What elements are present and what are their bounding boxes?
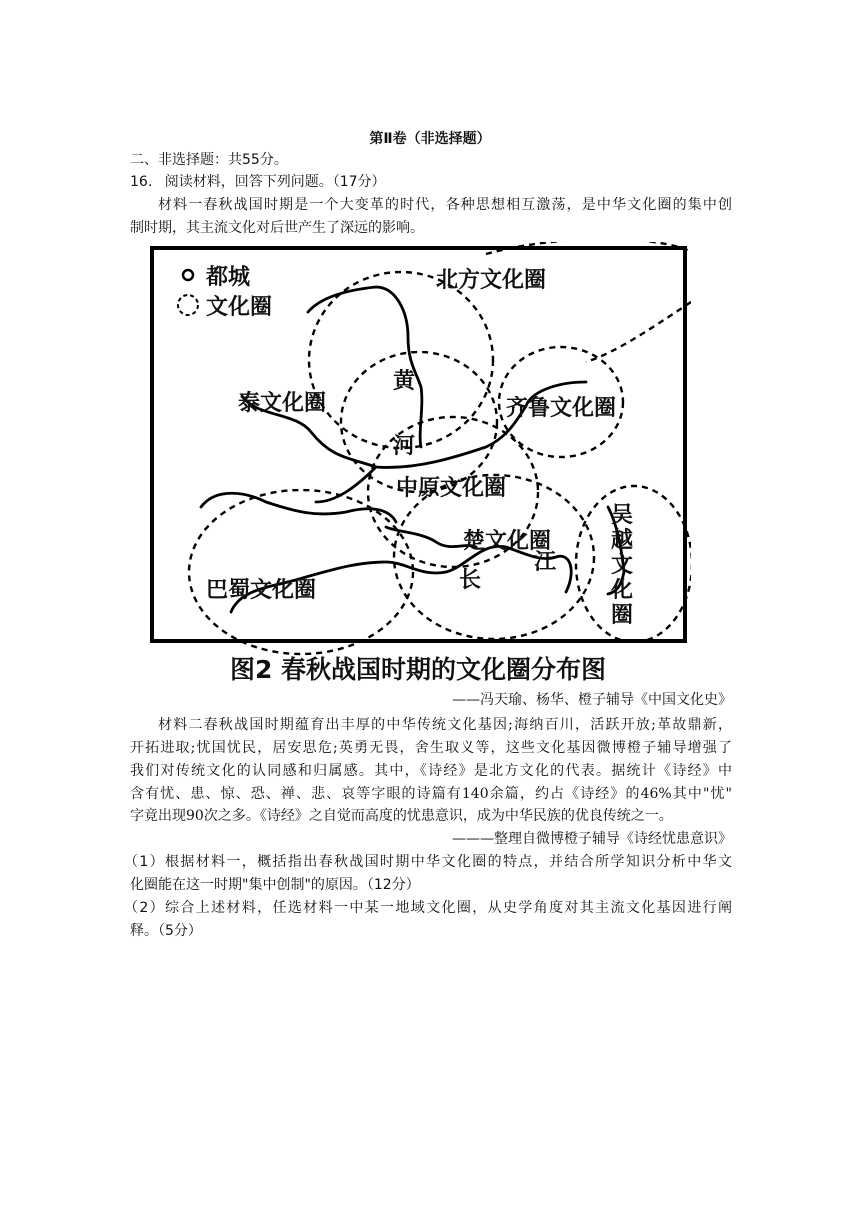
material2-line1: 材料二春秋战国时期蕴育出丰厚的中华传统文化基因;海纳百川，活跃开放;革故鼎新， bbox=[158, 717, 732, 733]
question-number: 16. bbox=[130, 174, 153, 190]
wuyue-char-2: 越 bbox=[611, 528, 634, 553]
section-title: 第Ⅱ卷（非选择题） bbox=[369, 131, 491, 147]
bashu-label: 巴蜀文化圈 bbox=[206, 578, 317, 603]
culture-circle-map bbox=[146, 242, 691, 692]
sub-question-1-line1: （1）根据材料一，概括指出春秋战国时期中华文化圈的特点，并结合所学知识分析中华文 bbox=[124, 854, 732, 870]
legend-circle-label: 文化圈 bbox=[206, 295, 273, 320]
legend-capital-label: 都城 bbox=[206, 265, 251, 290]
wuyue-char-1: 吴 bbox=[611, 503, 634, 528]
question-prompt: 阅读材料，回答下列问题。（17分） bbox=[164, 174, 386, 190]
qilu-label: 齐鲁文化圈 bbox=[506, 396, 617, 421]
sub-question-2-line2: 释。（5分） bbox=[130, 923, 202, 939]
sub-question-2-line1: （2）综合上述材料，任选材料一中某一地域文化圈，从史学角度对其主流文化基因进行阐 bbox=[124, 900, 732, 916]
section-intro: 二、非选择题：共55分。 bbox=[130, 152, 288, 168]
sub-question-1-line2: 化圈能在这一时期"集中创制"的原因。（12分） bbox=[130, 877, 420, 893]
wuyue-char-5: 圈 bbox=[611, 603, 634, 628]
he-label: 河 bbox=[393, 434, 416, 459]
wuyue-char-4: 化 bbox=[611, 578, 634, 603]
question-header bbox=[130, 172, 732, 192]
material2-line4: 含有忧、患、惊、恐、禅、悲、哀等字眼的诗篇有140余篇，约占《诗经》的46%其中"忧" bbox=[130, 786, 732, 802]
source1: ——冯天瑜、杨华、橙子辅导《中国文化史》 bbox=[452, 692, 732, 708]
map-caption: 图2 春秋战国时期的文化圈分布图 bbox=[229, 655, 607, 684]
qin-label: 泰文化圈 bbox=[238, 391, 327, 416]
huang-label: 黄 bbox=[393, 369, 416, 394]
source2: ———整理自微博橙子辅导《诗经忧患意识》 bbox=[452, 831, 732, 847]
material2-line3: 我们对传统文化的认同感和归属感。其中，《诗经》是北方文化的代表。据统计《诗经》中 bbox=[130, 763, 732, 779]
central-label: 中原文化圈 bbox=[396, 476, 507, 501]
wuyue-char-3: 文 bbox=[611, 553, 634, 578]
material1-line2: 制时期，其主流文化对后世产生了深远的影响。 bbox=[130, 220, 424, 236]
north-label: 北方文化圈 bbox=[436, 268, 547, 293]
chang-label: 长 bbox=[459, 568, 482, 593]
chu-label: 楚文化圈 bbox=[463, 529, 552, 554]
jiang-label: 江 bbox=[534, 550, 557, 575]
material2-line5: 字竟出现90次之多。《诗经》之自觉而高度的忧患意识，成为中华民族的优良传统之一。 bbox=[130, 808, 673, 824]
material2-line2: 开拓进取;忧国忧民，居安思危;英勇无畏，舍生取义等，这些文化基因微博橙子辅导增强了 bbox=[130, 740, 732, 756]
material1-line1: 材料一春秋战国时期是一个大变革的时代，各种思想相互激荡，是中华文化圈的集中创 bbox=[158, 197, 732, 213]
